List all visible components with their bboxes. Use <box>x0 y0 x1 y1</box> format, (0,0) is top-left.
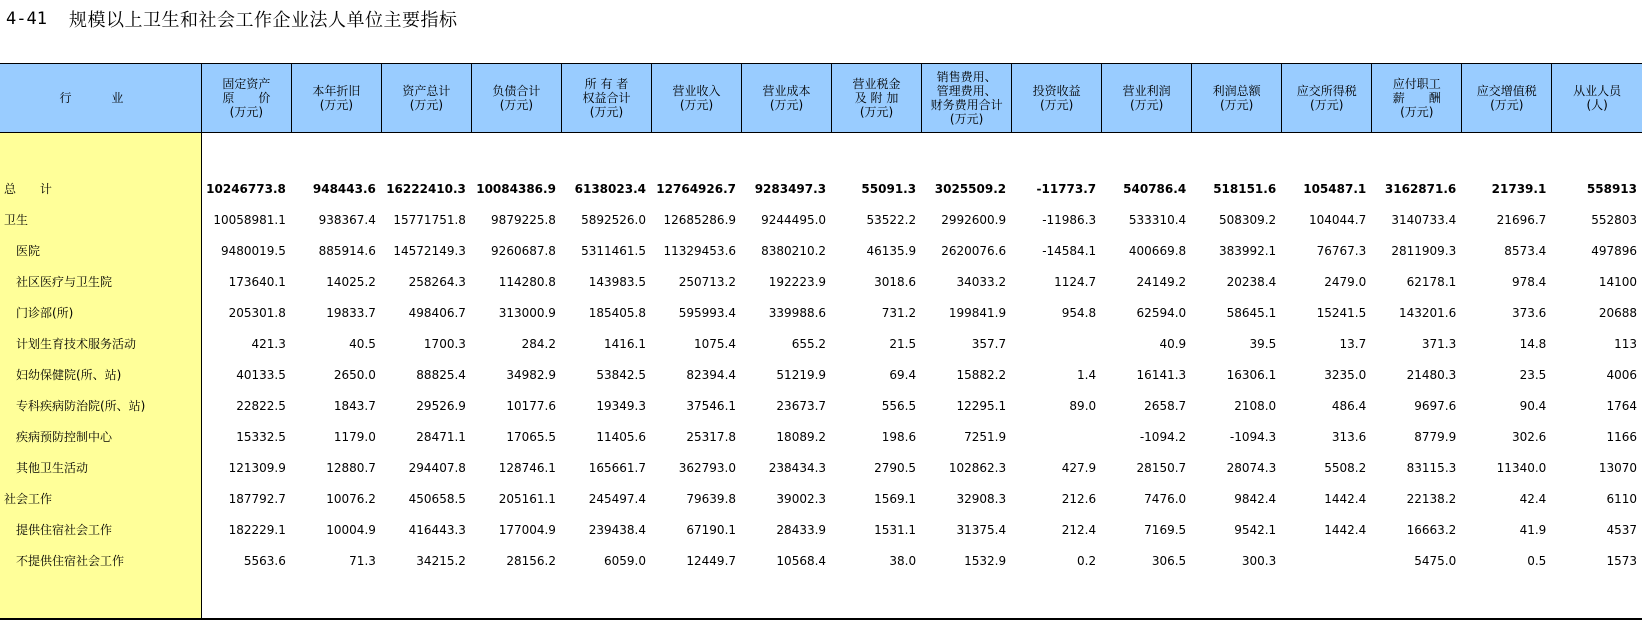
industry-name: 疾病预防控制中心 <box>0 421 201 452</box>
value-cell <box>1012 328 1102 359</box>
value-cell: 58645.1 <box>1226 305 1277 320</box>
value-cell: -14584.1 <box>1042 243 1097 258</box>
page-title: 规模以上卫生和社会工作企业法人单位主要指标 <box>68 10 458 31</box>
indicator-table <box>0 63 1642 620</box>
value-cell: 15241.5 <box>1316 305 1367 320</box>
value-cell: 421.3 <box>251 336 286 351</box>
value-cell: 938367.4 <box>318 212 376 227</box>
value-cell: 89.0 <box>1069 398 1097 413</box>
value-cell: 28150.7 <box>1136 460 1187 475</box>
value-cell: 12449.7 <box>686 553 737 568</box>
value-cell: 18089.2 <box>776 429 827 444</box>
value-cell: 53842.5 <box>596 367 646 382</box>
value-cell: 15332.5 <box>236 429 286 444</box>
industry-name: 专科疾病防治院(所、站) <box>0 390 201 421</box>
table-row <box>0 545 1642 576</box>
value-cell: 69.4 <box>889 367 917 382</box>
value-cell: 39002.3 <box>776 491 827 506</box>
value-cell <box>1012 421 1102 452</box>
table-row <box>0 204 1642 235</box>
value-cell: 22138.2 <box>1406 491 1457 506</box>
value-cell: 28433.9 <box>776 522 827 537</box>
value-cell: 212.4 <box>1061 522 1097 537</box>
value-cell: 1569.1 <box>874 491 917 506</box>
value-cell: 5311461.5 <box>581 243 646 258</box>
value-cell: 7476.0 <box>1144 491 1187 506</box>
table-row <box>0 421 1642 452</box>
value-cell: 3025509.2 <box>934 181 1007 196</box>
value-cell: 2790.5 <box>874 460 917 475</box>
header-operating-profit: 营业利润 (万元) <box>1102 64 1192 133</box>
value-cell: 552803 <box>1591 212 1637 227</box>
value-cell: 10568.4 <box>776 553 827 568</box>
value-cell: 8380210.2 <box>761 243 827 258</box>
value-cell: 6138023.4 <box>574 181 646 196</box>
value-cell: 205301.8 <box>228 305 286 320</box>
value-cell: 42.4 <box>1519 491 1547 506</box>
value-cell: 508309.2 <box>1218 212 1277 227</box>
industry-name: 医院 <box>0 235 201 266</box>
header-revenue: 营业收入 (万元) <box>651 64 741 133</box>
value-cell: 0.5 <box>1527 553 1547 568</box>
value-cell: 245497.4 <box>588 491 646 506</box>
value-cell: 497896 <box>1591 243 1637 258</box>
value-cell: 1532.9 <box>964 553 1007 568</box>
value-cell: 23.5 <box>1519 367 1547 382</box>
value-cell: 143983.5 <box>588 274 646 289</box>
header-payroll: 应付职工 薪 酬 (万元) <box>1372 64 1462 133</box>
value-cell: 655.2 <box>791 336 827 351</box>
value-cell: 114280.8 <box>498 274 556 289</box>
value-cell: 34033.2 <box>956 274 1007 289</box>
value-cell: 2650.0 <box>333 367 376 382</box>
value-cell: 11329453.6 <box>663 243 737 258</box>
value-cell: 192223.9 <box>768 274 827 289</box>
value-cell: 15882.2 <box>956 367 1007 382</box>
value-cell: 177004.9 <box>498 522 556 537</box>
value-cell: 16663.2 <box>1406 522 1457 537</box>
value-cell: 187792.7 <box>228 491 286 506</box>
value-cell: 362793.0 <box>678 460 737 475</box>
value-cell: 40133.5 <box>236 367 286 382</box>
value-cell: 198.6 <box>881 429 917 444</box>
table-row <box>0 328 1642 359</box>
value-cell: 1700.3 <box>423 336 466 351</box>
value-cell: 51219.9 <box>776 367 827 382</box>
value-cell: 40.5 <box>349 336 376 351</box>
value-cell: 23673.7 <box>776 398 827 413</box>
value-cell: 556.5 <box>881 398 917 413</box>
value-cell: 9244495.0 <box>761 212 827 227</box>
value-cell: 595993.4 <box>678 305 737 320</box>
value-cell: 12880.7 <box>326 460 376 475</box>
value-cell: 28471.1 <box>416 429 466 444</box>
value-cell <box>1282 545 1372 576</box>
value-cell: 46135.9 <box>866 243 917 258</box>
spacer-cell <box>201 576 1642 619</box>
value-cell: 14025.2 <box>326 274 376 289</box>
table-row <box>0 297 1642 328</box>
value-cell: 885914.6 <box>318 243 376 258</box>
value-cell: 313.6 <box>1331 429 1367 444</box>
value-cell: 29526.9 <box>416 398 466 413</box>
value-cell: 10177.6 <box>506 398 556 413</box>
value-cell: 20238.4 <box>1226 274 1277 289</box>
value-cell: 143201.6 <box>1399 305 1457 320</box>
industry-name: 社区医疗与卫生院 <box>0 266 201 297</box>
value-cell: 199841.9 <box>948 305 1007 320</box>
value-cell: 25317.8 <box>686 429 737 444</box>
value-cell: 3162871.6 <box>1384 181 1457 196</box>
value-cell: 12685286.9 <box>663 212 737 227</box>
value-cell: 1442.4 <box>1324 522 1367 537</box>
value-cell: 104044.7 <box>1308 212 1367 227</box>
value-cell: 339988.6 <box>768 305 827 320</box>
header-industry: 行 业 <box>0 64 201 133</box>
industry-name: 提供住宿社会工作 <box>0 514 201 545</box>
value-cell: 2620076.6 <box>941 243 1007 258</box>
value-cell: 518151.6 <box>1213 181 1277 196</box>
value-cell: 371.3 <box>1421 336 1457 351</box>
value-cell: 14.8 <box>1519 336 1547 351</box>
header-total-profit: 利润总额 (万元) <box>1192 64 1282 133</box>
value-cell: 302.6 <box>1511 429 1547 444</box>
value-cell: 16306.1 <box>1226 367 1277 382</box>
value-cell: 8573.4 <box>1504 243 1547 258</box>
value-cell: 21480.3 <box>1406 367 1457 382</box>
value-cell: 62594.0 <box>1136 305 1187 320</box>
value-cell: 32908.3 <box>956 491 1007 506</box>
value-cell: 4006 <box>1606 367 1637 382</box>
value-cell: 12764926.7 <box>656 181 737 196</box>
value-cell: 21739.1 <box>1491 181 1547 196</box>
value-cell: 14572149.3 <box>393 243 466 258</box>
value-cell: 41.9 <box>1519 522 1547 537</box>
value-cell: 3018.6 <box>874 274 917 289</box>
table-row <box>0 483 1642 514</box>
industry-name: 总 计 <box>0 173 201 204</box>
value-cell: 1075.4 <box>694 336 737 351</box>
value-cell: 558913 <box>1586 181 1637 196</box>
value-cell: 40.9 <box>1159 336 1187 351</box>
value-cell: 12295.1 <box>956 398 1007 413</box>
value-cell: 34982.9 <box>506 367 556 382</box>
value-cell: 37546.1 <box>686 398 737 413</box>
table-row <box>0 235 1642 266</box>
value-cell: 121309.9 <box>228 460 286 475</box>
value-cell: 14100 <box>1598 274 1637 289</box>
value-cell: 21696.7 <box>1496 212 1547 227</box>
value-cell: 165661.7 <box>588 460 646 475</box>
value-cell: 416443.3 <box>408 522 466 537</box>
value-cell: 2479.0 <box>1324 274 1367 289</box>
header-employees: 从业人员 (人) <box>1552 64 1642 133</box>
value-cell: 1764 <box>1606 398 1637 413</box>
header-taxes-surcharges: 营业税金 及 附 加 (万元) <box>832 64 922 133</box>
industry-name: 卫生 <box>0 204 201 235</box>
value-cell: 954.8 <box>1061 305 1097 320</box>
value-cell: 8779.9 <box>1414 429 1457 444</box>
spacer-cell <box>0 576 201 619</box>
value-cell: 7251.9 <box>964 429 1007 444</box>
value-cell: 21.5 <box>889 336 917 351</box>
value-cell: 5508.2 <box>1324 460 1367 475</box>
value-cell: 948443.6 <box>312 181 376 196</box>
value-cell: 498406.7 <box>408 305 466 320</box>
value-cell: 53522.2 <box>866 212 917 227</box>
table-number: 4-41 <box>6 9 47 29</box>
value-cell: 17065.5 <box>506 429 556 444</box>
value-cell: 10246773.8 <box>206 181 286 196</box>
value-cell: 71.3 <box>349 553 376 568</box>
value-cell: 82394.4 <box>686 367 737 382</box>
value-cell: 16222410.3 <box>386 181 466 196</box>
value-cell: 3235.0 <box>1324 367 1367 382</box>
table-row <box>0 514 1642 545</box>
value-cell: 2992600.9 <box>941 212 1007 227</box>
value-cell: 13070 <box>1598 460 1637 475</box>
value-cell: 34215.2 <box>416 553 466 568</box>
value-cell: 2811909.3 <box>1391 243 1457 258</box>
table-row <box>0 390 1642 421</box>
value-cell: 1.4 <box>1077 367 1097 382</box>
value-cell: 6059.0 <box>603 553 646 568</box>
value-cell: 357.7 <box>971 336 1007 351</box>
value-cell: 486.4 <box>1331 398 1367 413</box>
value-cell: 15771751.8 <box>393 212 466 227</box>
value-cell: 173640.1 <box>228 274 286 289</box>
industry-name: 妇幼保健院(所、站) <box>0 359 201 390</box>
value-cell: 533310.4 <box>1128 212 1187 227</box>
value-cell: 1843.7 <box>333 398 376 413</box>
value-cell: 83115.3 <box>1406 460 1457 475</box>
value-cell: 10058981.1 <box>213 212 286 227</box>
header-row <box>0 64 1642 133</box>
spacer-cell <box>0 133 201 174</box>
value-cell: 3140733.4 <box>1391 212 1457 227</box>
industry-name: 不提供住宿社会工作 <box>0 545 201 576</box>
value-cell: 9842.4 <box>1234 491 1277 506</box>
value-cell: 182229.1 <box>228 522 286 537</box>
value-cell: 13.7 <box>1339 336 1367 351</box>
value-cell: 9480019.5 <box>220 243 286 258</box>
value-cell: 5475.0 <box>1414 553 1457 568</box>
value-cell: 102862.3 <box>948 460 1007 475</box>
value-cell: 9260687.8 <box>491 243 556 258</box>
value-cell: 79639.8 <box>686 491 737 506</box>
value-cell: 400669.8 <box>1128 243 1187 258</box>
value-cell: 294407.8 <box>408 460 466 475</box>
industry-name: 计划生育技术服务活动 <box>0 328 201 359</box>
value-cell: 10004.9 <box>326 522 376 537</box>
value-cell: 105487.1 <box>1303 181 1367 196</box>
value-cell: 300.3 <box>1241 553 1277 568</box>
value-cell: -11986.3 <box>1042 212 1097 227</box>
value-cell: 284.2 <box>521 336 556 351</box>
value-cell: 4537 <box>1606 522 1637 537</box>
value-cell: 11340.0 <box>1496 460 1547 475</box>
value-cell: 1124.7 <box>1054 274 1097 289</box>
table-row <box>0 452 1642 483</box>
value-cell: 1416.1 <box>603 336 646 351</box>
value-cell: 31375.4 <box>956 522 1007 537</box>
value-cell: 5563.6 <box>243 553 286 568</box>
value-cell: 62178.1 <box>1406 274 1457 289</box>
value-cell: 76767.3 <box>1316 243 1367 258</box>
value-cell: 427.9 <box>1061 460 1097 475</box>
value-cell: 0.2 <box>1077 553 1097 568</box>
value-cell: 5892526.0 <box>581 212 646 227</box>
value-cell: 1573 <box>1606 553 1637 568</box>
value-cell: 24149.2 <box>1136 274 1187 289</box>
value-cell: 22822.5 <box>236 398 286 413</box>
value-cell: 113 <box>1614 336 1637 351</box>
value-cell: 55091.3 <box>861 181 917 196</box>
header-total-liabilities: 负债合计 (万元) <box>471 64 561 133</box>
value-cell: 88825.4 <box>416 367 466 382</box>
header-depreciation: 本年折旧 (万元) <box>291 64 381 133</box>
table-row <box>0 359 1642 390</box>
value-cell: 9283497.3 <box>754 181 827 196</box>
value-cell: 20688 <box>1598 305 1637 320</box>
industry-name: 门诊部(所) <box>0 297 201 328</box>
value-cell: 11405.6 <box>596 429 646 444</box>
value-cell: -1094.2 <box>1139 429 1187 444</box>
header-total-assets: 资产总计 (万元) <box>381 64 471 133</box>
value-cell: -1094.3 <box>1229 429 1277 444</box>
industry-name: 社会工作 <box>0 483 201 514</box>
value-cell: 306.5 <box>1151 553 1187 568</box>
value-cell: 205161.1 <box>498 491 556 506</box>
header-fixed-assets: 固定资产 原 价 (万元) <box>201 64 291 133</box>
value-cell: 38.0 <box>889 553 917 568</box>
value-cell: 1166 <box>1606 429 1637 444</box>
header-investment-income: 投资收益 (万元) <box>1012 64 1102 133</box>
value-cell: 185405.8 <box>588 305 646 320</box>
value-cell: 9879225.8 <box>491 212 556 227</box>
value-cell: 731.2 <box>881 305 917 320</box>
title-bar <box>6 6 457 32</box>
industry-name: 其他卫生活动 <box>0 452 201 483</box>
value-cell: 238434.3 <box>768 460 827 475</box>
header-expenses: 销售费用、 管理费用、 财务费用合计 (万元) <box>922 64 1012 133</box>
value-cell: 10076.2 <box>326 491 376 506</box>
header-cost: 营业成本 (万元) <box>742 64 832 133</box>
value-cell: 67190.1 <box>686 522 737 537</box>
table-body <box>0 133 1642 620</box>
total-row <box>0 173 1642 204</box>
value-cell: 19349.3 <box>596 398 646 413</box>
value-cell: 313000.9 <box>498 305 556 320</box>
value-cell: 212.6 <box>1061 491 1097 506</box>
value-cell: 1179.0 <box>333 429 376 444</box>
value-cell: 9542.1 <box>1234 522 1277 537</box>
value-cell: 239438.4 <box>588 522 646 537</box>
value-cell: 7169.5 <box>1144 522 1187 537</box>
spacer-cell <box>201 133 1642 174</box>
value-cell: 250713.2 <box>678 274 737 289</box>
header-vat: 应交增值税 (万元) <box>1462 64 1552 133</box>
header-income-tax: 应交所得税 (万元) <box>1282 64 1372 133</box>
value-cell: 90.4 <box>1519 398 1547 413</box>
value-cell: 9697.6 <box>1414 398 1457 413</box>
value-cell: 128746.1 <box>498 460 556 475</box>
value-cell: -11773.7 <box>1036 181 1097 196</box>
table-row <box>0 266 1642 297</box>
value-cell: 2108.0 <box>1234 398 1277 413</box>
header-owners-equity: 所 有 者 权益合计 (万元) <box>561 64 651 133</box>
data-sheet <box>0 63 1642 614</box>
value-cell: 39.5 <box>1249 336 1277 351</box>
spacer-row <box>0 576 1642 619</box>
value-cell: 28156.2 <box>506 553 556 568</box>
spacer-row <box>0 133 1642 174</box>
value-cell: 450658.5 <box>408 491 466 506</box>
value-cell: 6110 <box>1606 491 1637 506</box>
value-cell: 10084386.9 <box>476 181 556 196</box>
value-cell: 373.6 <box>1511 305 1547 320</box>
value-cell: 16141.3 <box>1136 367 1187 382</box>
value-cell: 1442.4 <box>1324 491 1367 506</box>
value-cell: 28074.3 <box>1226 460 1277 475</box>
value-cell: 540786.4 <box>1123 181 1187 196</box>
value-cell: 978.4 <box>1511 274 1547 289</box>
value-cell: 258264.3 <box>408 274 466 289</box>
value-cell: 383992.1 <box>1218 243 1277 258</box>
value-cell: 2658.7 <box>1144 398 1187 413</box>
value-cell: 1531.1 <box>874 522 917 537</box>
value-cell: 19833.7 <box>326 305 376 320</box>
